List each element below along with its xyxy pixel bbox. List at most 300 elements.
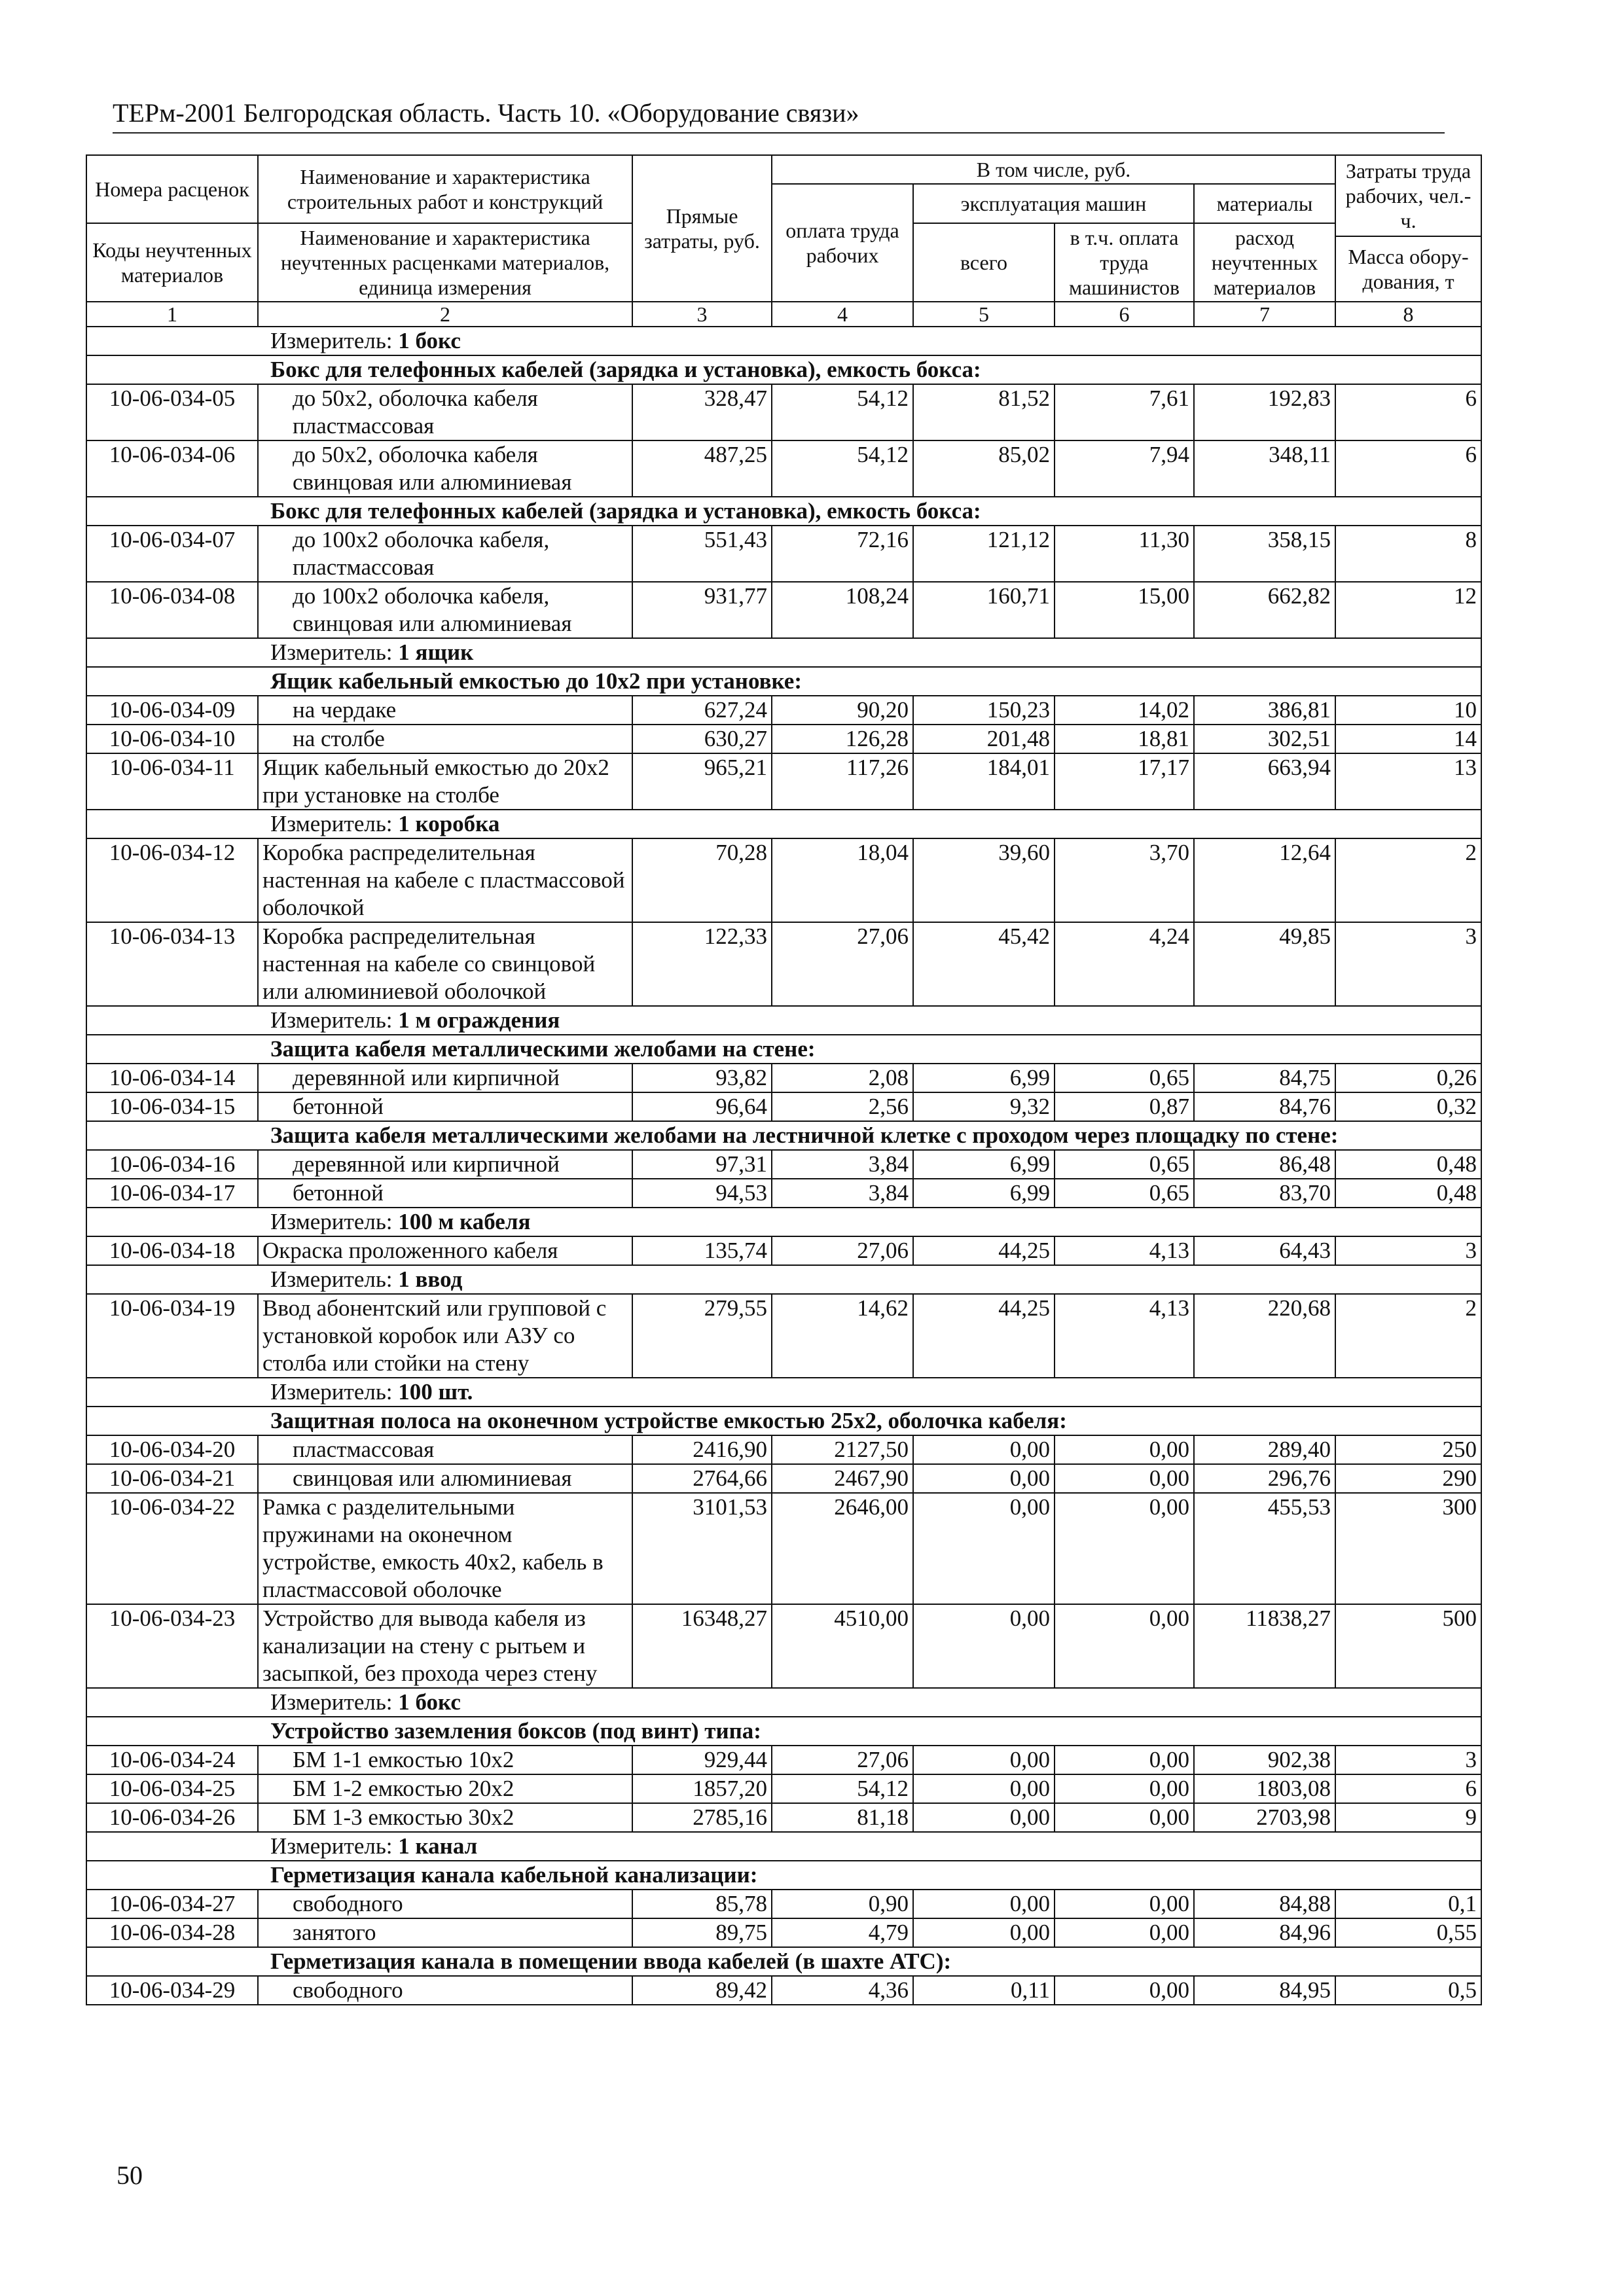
labor-costs: 290 [1335, 1464, 1481, 1493]
header-materials: материалы [1194, 184, 1335, 223]
rate-row [86, 1236, 1481, 1265]
rate-name: Рамка с разделительными пружинами на оконечном устройстве, емкость 40х2, кабель в пластмассовой оболочке [258, 1493, 632, 1604]
meter-label: Измеритель: [270, 811, 393, 836]
workers-wages: 0,90 [772, 1890, 913, 1918]
machines-total: 6,99 [913, 1064, 1055, 1092]
rate-row [86, 1179, 1481, 1208]
rate-name: БМ 1-2 емкостью 20х2 [258, 1774, 632, 1803]
labor-costs: 2 [1335, 1294, 1481, 1378]
meter-label: Измеритель: [270, 1833, 393, 1859]
rate-name: Окраска проложенного кабеля [258, 1236, 632, 1265]
direct-costs: 1857,20 [632, 1774, 772, 1803]
rate-name: бетонной [258, 1179, 632, 1208]
rate-name: Устройство для вывода кабеля из канализации на стену с рытьем и засыпкой, без прохода через стену [258, 1604, 632, 1688]
direct-costs: 135,74 [632, 1236, 772, 1265]
rate-name: до 100х2 оболочка кабеля, пластмассовая [258, 526, 632, 582]
workers-wages: 72,16 [772, 526, 913, 582]
meter-cell [86, 638, 1481, 667]
header-material-names: Наименование и характеристика неучтенных расценками материалов, единица измерения [258, 223, 632, 302]
materials-cost: 84,95 [1194, 1976, 1335, 2005]
column-number: 3 [632, 302, 772, 327]
rate-code: 10-06-034-28 [86, 1918, 258, 1947]
rate-code: 10-06-034-07 [86, 526, 258, 582]
rate-name: БМ 1-3 емкостью 30х2 [258, 1803, 632, 1832]
machinists-wages: 0,00 [1055, 1803, 1194, 1832]
column-number: 2 [258, 302, 632, 327]
machines-total: 0,00 [913, 1746, 1055, 1774]
materials-cost: 49,85 [1194, 922, 1335, 1006]
rate-name: БМ 1-1 емкостью 10х2 [258, 1746, 632, 1774]
rate-name: Ввод абонентский или групповой с установкой коробок или АЗУ со столба или стойки на стену [258, 1294, 632, 1378]
header-machines: эксплуатация машин [913, 184, 1194, 223]
group-heading: Защита кабеля металлическими желобами на стене: [86, 1035, 1481, 1064]
rate-name: деревянной или кирпичной [258, 1064, 632, 1092]
rate-row [86, 1464, 1481, 1493]
machines-total: 201,48 [913, 725, 1055, 753]
meter-row [86, 1832, 1481, 1861]
workers-wages: 4,79 [772, 1918, 913, 1947]
rates-table [86, 154, 1482, 2005]
rate-code: 10-06-034-20 [86, 1435, 258, 1464]
machines-total: 6,99 [913, 1150, 1055, 1179]
rate-code: 10-06-034-22 [86, 1493, 258, 1604]
machinists-wages: 17,17 [1055, 753, 1194, 810]
meter-value: 1 м ограждения [398, 1007, 560, 1033]
materials-cost: 902,38 [1194, 1746, 1335, 1774]
rate-name: до 50х2, оболочка кабеля свинцовая или алюминиевая [258, 440, 632, 497]
machinists-wages: 15,00 [1055, 582, 1194, 638]
meter-value: 1 бокс [398, 328, 461, 353]
machinists-wages: 4,24 [1055, 922, 1194, 1006]
materials-cost: 386,81 [1194, 696, 1335, 725]
workers-wages: 90,20 [772, 696, 913, 725]
rate-code: 10-06-034-15 [86, 1092, 258, 1121]
machinists-wages: 18,81 [1055, 725, 1194, 753]
materials-cost: 663,94 [1194, 753, 1335, 810]
machines-total: 39,60 [913, 838, 1055, 922]
group-heading: Герметизация канала кабельной канализации: [86, 1861, 1481, 1890]
header-labor-costs: Затраты труда рабочих, чел.-ч. [1335, 155, 1481, 236]
direct-costs: 89,42 [632, 1976, 772, 2005]
workers-wages: 14,62 [772, 1294, 913, 1378]
materials-cost: 1803,08 [1194, 1774, 1335, 1803]
machines-total: 121,12 [913, 526, 1055, 582]
materials-cost: 11838,27 [1194, 1604, 1335, 1688]
workers-wages: 2127,50 [772, 1435, 913, 1464]
group-heading-row [86, 1407, 1481, 1435]
meter-label: Измеритель: [270, 1689, 393, 1715]
machinists-wages: 7,61 [1055, 384, 1194, 440]
materials-cost: 455,53 [1194, 1493, 1335, 1604]
labor-costs: 9 [1335, 1803, 1481, 1832]
labor-costs: 3 [1335, 1746, 1481, 1774]
rate-row [86, 725, 1481, 753]
machines-total: 0,00 [913, 1890, 1055, 1918]
machinists-wages: 3,70 [1055, 838, 1194, 922]
rate-row [86, 1890, 1481, 1918]
rate-name: пластмассовая [258, 1435, 632, 1464]
meter-row [86, 1208, 1481, 1236]
rate-row [86, 1918, 1481, 1947]
rate-code: 10-06-034-12 [86, 838, 258, 922]
labor-costs: 0,26 [1335, 1064, 1481, 1092]
direct-costs: 122,33 [632, 922, 772, 1006]
direct-costs: 97,31 [632, 1150, 772, 1179]
direct-costs: 89,75 [632, 1918, 772, 1947]
machines-total: 0,00 [913, 1464, 1055, 1493]
group-heading-row [86, 1035, 1481, 1064]
meter-cell [86, 1688, 1481, 1717]
labor-costs: 0,32 [1335, 1092, 1481, 1121]
machines-total: 0,00 [913, 1774, 1055, 1803]
group-heading: Защитная полоса на оконечном устройстве емкостью 25х2, оболочка кабеля: [86, 1407, 1481, 1435]
meter-label: Измеритель: [270, 1379, 393, 1405]
machinists-wages: 0,00 [1055, 1890, 1194, 1918]
direct-costs: 965,21 [632, 753, 772, 810]
rate-row [86, 1604, 1481, 1688]
rate-row [86, 1493, 1481, 1604]
direct-costs: 70,28 [632, 838, 772, 922]
rate-code: 10-06-034-25 [86, 1774, 258, 1803]
meter-cell [86, 1832, 1481, 1861]
materials-cost: 86,48 [1194, 1150, 1335, 1179]
workers-wages: 2,08 [772, 1064, 913, 1092]
machines-total: 0,00 [913, 1918, 1055, 1947]
meter-row [86, 1265, 1481, 1294]
meter-value: 1 ящик [398, 639, 474, 665]
header-unaccounted-materials: расход неучтенных материалов [1194, 223, 1335, 302]
group-heading-row [86, 355, 1481, 384]
rate-row [86, 696, 1481, 725]
column-number: 5 [913, 302, 1055, 327]
meter-row [86, 1688, 1481, 1717]
workers-wages: 108,24 [772, 582, 913, 638]
materials-cost: 662,82 [1194, 582, 1335, 638]
direct-costs: 16348,27 [632, 1604, 772, 1688]
labor-costs: 0,48 [1335, 1179, 1481, 1208]
meter-cell [86, 1006, 1481, 1035]
rate-name: свободного [258, 1976, 632, 2005]
meter-cell [86, 327, 1481, 355]
direct-costs: 2416,90 [632, 1435, 772, 1464]
materials-cost: 84,75 [1194, 1064, 1335, 1092]
rate-code: 10-06-034-13 [86, 922, 258, 1006]
materials-cost: 84,88 [1194, 1890, 1335, 1918]
rate-row [86, 1803, 1481, 1832]
rate-name: на чердаке [258, 696, 632, 725]
rate-row [86, 1435, 1481, 1464]
machines-total: 44,25 [913, 1294, 1055, 1378]
rate-code: 10-06-034-21 [86, 1464, 258, 1493]
machinists-wages: 0,65 [1055, 1064, 1194, 1092]
machinists-wages: 0,00 [1055, 1918, 1194, 1947]
meter-label: Измеритель: [270, 328, 393, 353]
rate-code: 10-06-034-19 [86, 1294, 258, 1378]
rate-code: 10-06-034-26 [86, 1803, 258, 1832]
column-number: 6 [1055, 302, 1194, 327]
materials-cost: 12,64 [1194, 838, 1335, 922]
group-heading-row [86, 1121, 1481, 1150]
table-body [86, 327, 1481, 2005]
rate-row [86, 1092, 1481, 1121]
group-heading-row [86, 667, 1481, 696]
labor-costs: 500 [1335, 1604, 1481, 1688]
materials-cost: 358,15 [1194, 526, 1335, 582]
meter-row [86, 327, 1481, 355]
materials-cost: 84,96 [1194, 1918, 1335, 1947]
machines-total: 85,02 [913, 440, 1055, 497]
meter-value: 100 шт. [398, 1379, 473, 1405]
group-heading: Бокс для телефонных кабелей (зарядка и установка), емкость бокса: [86, 497, 1481, 526]
rate-name: деревянной или кирпичной [258, 1150, 632, 1179]
labor-costs: 6 [1335, 1774, 1481, 1803]
document-header: ТЕРм-2001 Белгородская область. Часть 10. «Оборудование связи» [113, 97, 1445, 134]
labor-costs: 0,5 [1335, 1976, 1481, 2005]
labor-costs: 14 [1335, 725, 1481, 753]
group-heading: Устройство заземления боксов (под винт) типа: [86, 1717, 1481, 1746]
machinists-wages: 0,00 [1055, 1976, 1194, 2005]
header-rate-numbers: Номера расценок [86, 155, 258, 223]
group-heading: Защита кабеля металлическими желобами на лестничной клетке с проходом через площадку по стене: [86, 1121, 1481, 1150]
page-number: 50 [117, 2161, 143, 2190]
machines-total: 150,23 [913, 696, 1055, 725]
workers-wages: 18,04 [772, 838, 913, 922]
table-header [86, 155, 1481, 327]
machines-total: 9,32 [913, 1092, 1055, 1121]
machines-total: 0,00 [913, 1493, 1055, 1604]
group-heading-row [86, 1947, 1481, 1976]
machinists-wages: 0,00 [1055, 1746, 1194, 1774]
workers-wages: 3,84 [772, 1150, 913, 1179]
labor-costs: 3 [1335, 1236, 1481, 1265]
direct-costs: 929,44 [632, 1746, 772, 1774]
meter-cell [86, 1208, 1481, 1236]
meter-label: Измеритель: [270, 1007, 393, 1033]
meter-cell [86, 1378, 1481, 1407]
header-material-codes: Коды неучтенных материалов [86, 223, 258, 302]
rate-name: Коробка распределительная настенная на кабеле со свинцовой или алюминиевой оболочкой [258, 922, 632, 1006]
machines-total: 6,99 [913, 1179, 1055, 1208]
group-heading: Герметизация канала в помещении ввода кабелей (в шахте АТС): [86, 1947, 1481, 1976]
workers-wages: 3,84 [772, 1179, 913, 1208]
machines-total: 81,52 [913, 384, 1055, 440]
header-including: В том числе, руб. [772, 155, 1335, 184]
labor-costs: 6 [1335, 384, 1481, 440]
labor-costs: 12 [1335, 582, 1481, 638]
workers-wages: 126,28 [772, 725, 913, 753]
rate-name: занятого [258, 1918, 632, 1947]
rate-row [86, 1064, 1481, 1092]
meter-row [86, 1006, 1481, 1035]
materials-cost: 64,43 [1194, 1236, 1335, 1265]
rate-row [86, 440, 1481, 497]
rate-code: 10-06-034-08 [86, 582, 258, 638]
column-number: 4 [772, 302, 913, 327]
column-number: 8 [1335, 302, 1481, 327]
rate-code: 10-06-034-14 [86, 1064, 258, 1092]
header-machines-total: всего [913, 223, 1055, 302]
direct-costs: 487,25 [632, 440, 772, 497]
meter-cell [86, 810, 1481, 838]
labor-costs: 10 [1335, 696, 1481, 725]
machinists-wages: 0,65 [1055, 1179, 1194, 1208]
direct-costs: 94,53 [632, 1179, 772, 1208]
meter-row [86, 1378, 1481, 1407]
machines-total: 0,11 [913, 1976, 1055, 2005]
direct-costs: 279,55 [632, 1294, 772, 1378]
header-machinists-wages: в т.ч. оплата труда машинистов [1055, 223, 1194, 302]
machines-total: 45,42 [913, 922, 1055, 1006]
direct-costs: 93,82 [632, 1064, 772, 1092]
machines-total: 160,71 [913, 582, 1055, 638]
workers-wages: 27,06 [772, 922, 913, 1006]
rate-name: Коробка распределительная настенная на кабеле с пластмассовой оболочкой [258, 838, 632, 922]
meter-row [86, 638, 1481, 667]
workers-wages: 54,12 [772, 440, 913, 497]
machines-total: 44,25 [913, 1236, 1055, 1265]
rate-name: свободного [258, 1890, 632, 1918]
workers-wages: 54,12 [772, 384, 913, 440]
meter-row [86, 810, 1481, 838]
labor-costs: 0,1 [1335, 1890, 1481, 1918]
rate-name: бетонной [258, 1092, 632, 1121]
group-heading-row [86, 497, 1481, 526]
workers-wages: 27,06 [772, 1236, 913, 1265]
machinists-wages: 14,02 [1055, 696, 1194, 725]
machines-total: 0,00 [913, 1803, 1055, 1832]
materials-cost: 84,76 [1194, 1092, 1335, 1121]
materials-cost: 289,40 [1194, 1435, 1335, 1464]
rate-row [86, 922, 1481, 1006]
rate-row [86, 1774, 1481, 1803]
labor-costs: 6 [1335, 440, 1481, 497]
rate-row [86, 526, 1481, 582]
column-numbers-row [86, 302, 1481, 327]
labor-costs: 250 [1335, 1435, 1481, 1464]
labor-costs: 13 [1335, 753, 1481, 810]
rate-code: 10-06-034-09 [86, 696, 258, 725]
machinists-wages: 7,94 [1055, 440, 1194, 497]
direct-costs: 627,24 [632, 696, 772, 725]
materials-cost: 2703,98 [1194, 1803, 1335, 1832]
group-heading: Бокс для телефонных кабелей (зарядка и установка), емкость бокса: [86, 355, 1481, 384]
direct-costs: 551,43 [632, 526, 772, 582]
machinists-wages: 4,13 [1055, 1236, 1194, 1265]
rate-code: 10-06-034-05 [86, 384, 258, 440]
machines-total: 0,00 [913, 1435, 1055, 1464]
labor-costs: 8 [1335, 526, 1481, 582]
labor-costs: 300 [1335, 1493, 1481, 1604]
rate-code: 10-06-034-27 [86, 1890, 258, 1918]
machinists-wages: 11,30 [1055, 526, 1194, 582]
rate-row [86, 384, 1481, 440]
meter-value: 1 бокс [398, 1689, 461, 1715]
meter-cell [86, 1265, 1481, 1294]
rate-code: 10-06-034-17 [86, 1179, 258, 1208]
machinists-wages: 0,00 [1055, 1435, 1194, 1464]
direct-costs: 630,27 [632, 725, 772, 753]
machines-total: 184,01 [913, 753, 1055, 810]
workers-wages: 54,12 [772, 1774, 913, 1803]
rate-row [86, 1150, 1481, 1179]
header-equipment-mass: Масса обору-дования, т [1335, 236, 1481, 302]
labor-costs: 0,48 [1335, 1150, 1481, 1179]
direct-costs: 328,47 [632, 384, 772, 440]
direct-costs: 96,64 [632, 1092, 772, 1121]
rate-name: до 100х2 оболочка кабеля, свинцовая или алюминиевая [258, 582, 632, 638]
direct-costs: 2785,16 [632, 1803, 772, 1832]
rate-name: Ящик кабельный емкостью до 20х2 при установке на столбе [258, 753, 632, 810]
rate-row [86, 582, 1481, 638]
header-wages: оплата труда рабочих [772, 184, 913, 302]
workers-wages: 27,06 [772, 1746, 913, 1774]
header-work-name: Наименование и характеристика строительных работ и конструкций [258, 155, 632, 223]
rate-code: 10-06-034-06 [86, 440, 258, 497]
meter-value: 1 ввод [398, 1266, 463, 1292]
direct-costs: 2764,66 [632, 1464, 772, 1493]
machinists-wages: 4,13 [1055, 1294, 1194, 1378]
rate-name: до 50х2, оболочка кабеля пластмассовая [258, 384, 632, 440]
meter-label: Измеритель: [270, 1266, 393, 1292]
rate-row [86, 1294, 1481, 1378]
labor-costs: 3 [1335, 922, 1481, 1006]
rate-row [86, 838, 1481, 922]
rate-code: 10-06-034-11 [86, 753, 258, 810]
header-direct-costs: Прямые затраты, руб. [632, 155, 772, 302]
workers-wages: 81,18 [772, 1803, 913, 1832]
workers-wages: 2,56 [772, 1092, 913, 1121]
rate-row [86, 753, 1481, 810]
materials-cost: 348,11 [1194, 440, 1335, 497]
machines-total: 0,00 [913, 1604, 1055, 1688]
group-heading: Ящик кабельный емкостью до 10х2 при установке: [86, 667, 1481, 696]
machinists-wages: 0,00 [1055, 1464, 1194, 1493]
workers-wages: 4,36 [772, 1976, 913, 2005]
workers-wages: 2467,90 [772, 1464, 913, 1493]
rate-code: 10-06-034-18 [86, 1236, 258, 1265]
group-heading-row [86, 1717, 1481, 1746]
machinists-wages: 0,00 [1055, 1493, 1194, 1604]
column-number: 1 [86, 302, 258, 327]
direct-costs: 85,78 [632, 1890, 772, 1918]
machinists-wages: 0,87 [1055, 1092, 1194, 1121]
meter-label: Измеритель: [270, 639, 393, 665]
rate-code: 10-06-034-10 [86, 725, 258, 753]
machinists-wages: 0,65 [1055, 1150, 1194, 1179]
rate-code: 10-06-034-24 [86, 1746, 258, 1774]
materials-cost: 83,70 [1194, 1179, 1335, 1208]
rate-name: на столбе [258, 725, 632, 753]
direct-costs: 931,77 [632, 582, 772, 638]
direct-costs: 3101,53 [632, 1493, 772, 1604]
rate-name: свинцовая или алюминиевая [258, 1464, 632, 1493]
labor-costs: 0,55 [1335, 1918, 1481, 1947]
materials-cost: 220,68 [1194, 1294, 1335, 1378]
group-heading-row [86, 1861, 1481, 1890]
materials-cost: 296,76 [1194, 1464, 1335, 1493]
meter-value: 100 м кабеля [398, 1209, 531, 1234]
workers-wages: 117,26 [772, 753, 913, 810]
labor-costs: 2 [1335, 838, 1481, 922]
materials-cost: 192,83 [1194, 384, 1335, 440]
meter-value: 1 коробка [398, 811, 500, 836]
rate-row [86, 1976, 1481, 2005]
rate-row [86, 1746, 1481, 1774]
workers-wages: 2646,00 [772, 1493, 913, 1604]
meter-value: 1 канал [398, 1833, 478, 1859]
materials-cost: 302,51 [1194, 725, 1335, 753]
machinists-wages: 0,00 [1055, 1604, 1194, 1688]
